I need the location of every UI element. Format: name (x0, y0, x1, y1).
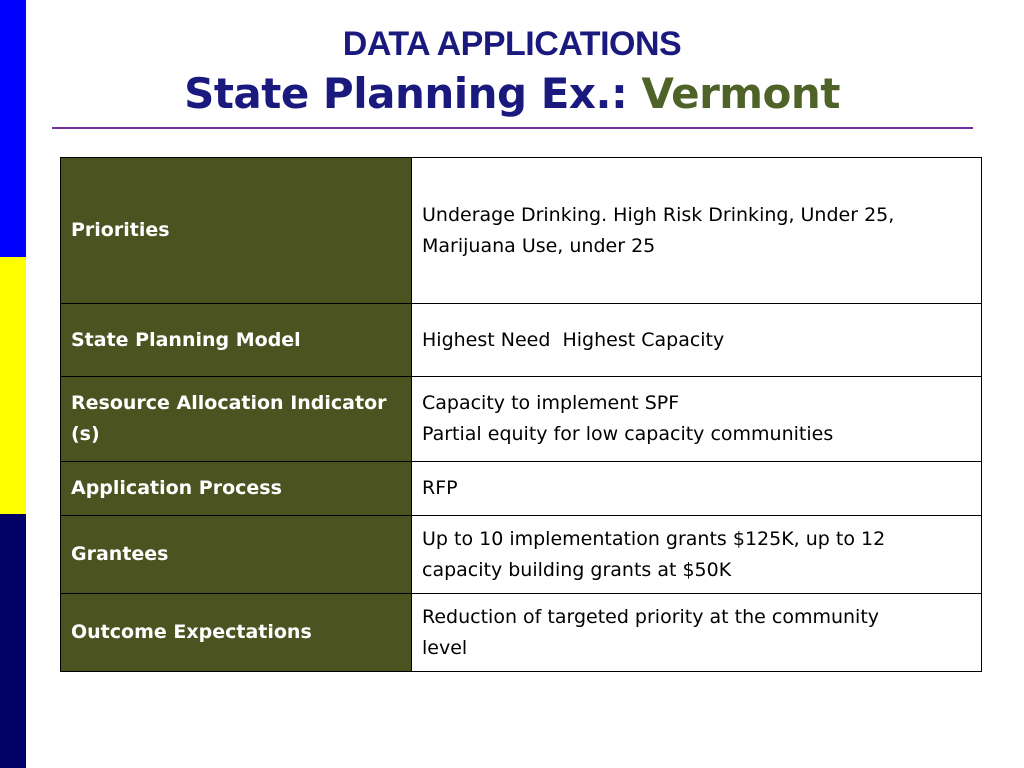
decorative-side-bar (0, 0, 26, 768)
row-value-line: Capacity to implement SPF (422, 392, 680, 414)
row-value (412, 594, 982, 672)
title-divider (52, 127, 973, 129)
row-value-line: Marijuana Use, under 25 (422, 235, 656, 257)
slide-title-main: State Planning Ex.: (184, 69, 642, 118)
planning-table (60, 157, 982, 672)
row-value-line: level (422, 636, 468, 659)
row-value-line: RFP (422, 477, 458, 499)
slide-title (52, 22, 972, 122)
row-value (412, 377, 982, 462)
table-row-resource-allocation (61, 377, 982, 462)
row-value-line: Underage Drinking. High Risk Drinking, Under 25, (422, 204, 895, 226)
row-value-line: Highest Need Highest Capacity (422, 328, 725, 351)
table-row-application-process (61, 462, 982, 516)
table-row-priorities (61, 158, 982, 304)
row-label: Application Process (61, 462, 412, 516)
row-value-line: Up to 10 implementation grants $125K, up to 12 (422, 527, 886, 550)
side-bar-blue-segment (0, 0, 26, 257)
row-value-line: Reduction of targeted priority at the community (422, 605, 880, 628)
side-bar-navy-segment (0, 514, 26, 768)
row-label: Outcome Expectations (61, 594, 412, 672)
row-value (412, 158, 982, 304)
slide-title-line1: DATA APPLICATIONS (342, 25, 682, 63)
side-bar-yellow-segment (0, 257, 26, 514)
row-label: State Planning Model (61, 304, 412, 377)
table-row-state-planning-model (61, 304, 982, 377)
row-value (412, 462, 982, 516)
slide-title-line2 (52, 66, 972, 122)
row-value-line: capacity building grants at $50K (422, 558, 732, 581)
row-label: Priorities (61, 158, 412, 304)
table-row-grantees (61, 516, 982, 594)
row-value-line: Partial equity for low capacity communities (422, 423, 834, 445)
row-value (412, 516, 982, 594)
slide-title-accent: Vermont (641, 69, 840, 118)
row-label: Resource Allocation Indicator (s) (61, 377, 412, 462)
table-row-outcome-expectations (61, 594, 982, 672)
row-value (412, 304, 982, 377)
row-label: Grantees (61, 516, 412, 594)
